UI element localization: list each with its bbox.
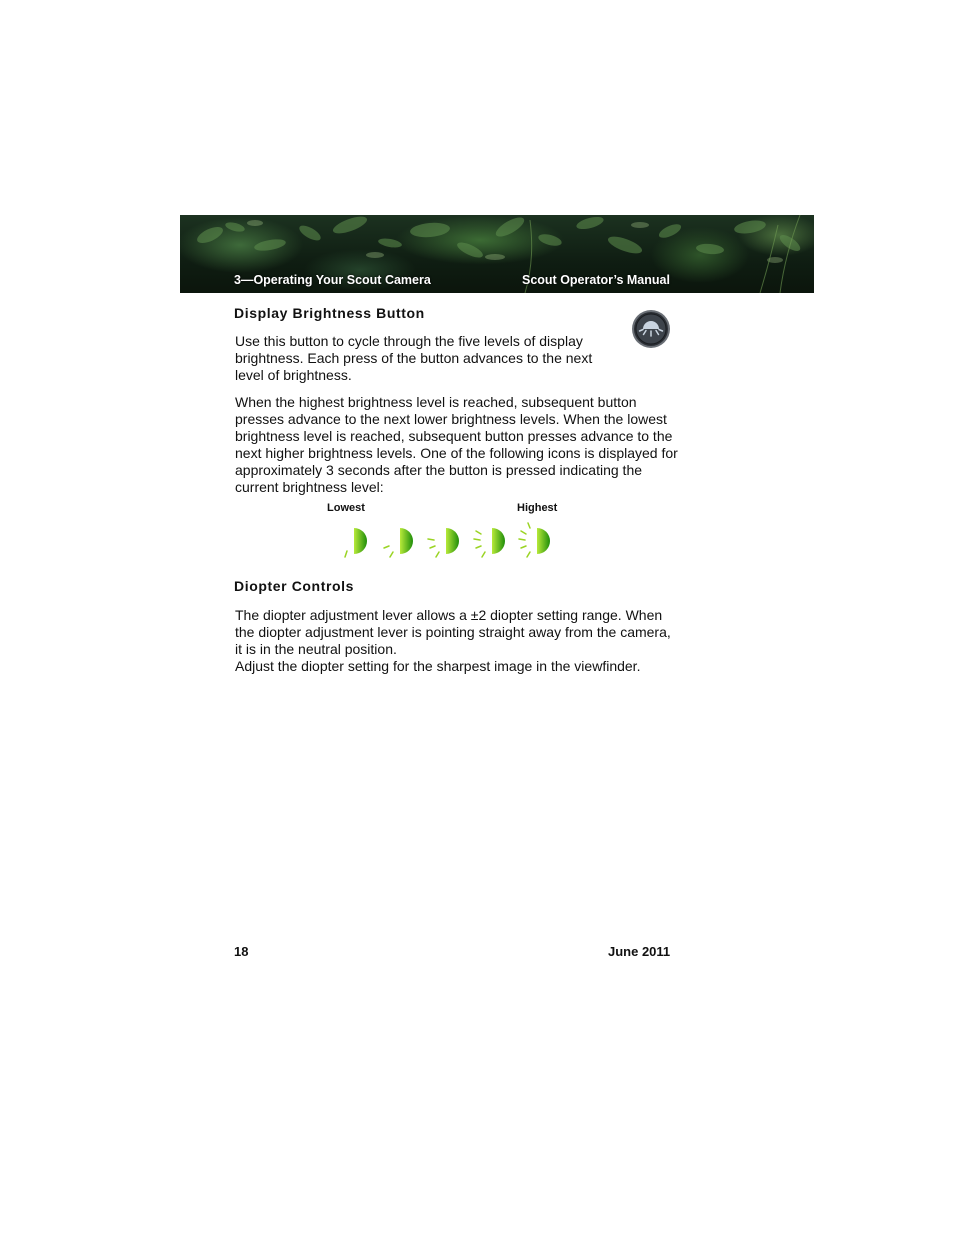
brightness-level-1-icon xyxy=(345,528,367,557)
diopter-range-paragraph: The diopter adjustment lever allows a ±2 diopter setting range. When the diopter adjustment lever is pointing straight away from the camera, it is in the neutral position. xyxy=(235,607,671,657)
brightness-level-5-icon xyxy=(519,523,550,557)
highest-label: Highest xyxy=(517,502,558,514)
brightness-level-2-icon xyxy=(384,528,413,557)
brightness-level-3-icon xyxy=(428,528,459,557)
chapter-title: 3—Operating Your Scout Camera xyxy=(234,273,431,287)
brightness-level-4-icon xyxy=(474,528,505,557)
manual-title: Scout Operator’s Manual xyxy=(522,273,670,287)
brightness-intro-paragraph: Use this button to cycle through the five levels of display brightness. Each press of the button advances to the next level of brightness. xyxy=(235,333,593,383)
brightness-cycle-paragraph: When the highest brightness level is reached, subsequent button presses advance to the next lower brightness levels. When the lowest brightness level is reached, subsequent button presses advance to the next higher brightness levels. One of the following icons is displayed for approximately 3 seconds after the button is pressed indicating the current brightness level: xyxy=(235,394,678,495)
brightness-button-icon xyxy=(631,309,671,349)
diopter-adjust-paragraph: Adjust the diopter setting for the sharpest image in the viewfinder. xyxy=(235,658,641,674)
page-number: 18 xyxy=(234,944,249,959)
brightness-levels-row xyxy=(334,520,554,562)
header-banner xyxy=(180,215,814,293)
section-title-display-brightness: Display Brightness Button xyxy=(234,305,425,321)
footer-date: June 2011 xyxy=(608,944,671,959)
lowest-label: Lowest xyxy=(327,502,365,514)
section-title-diopter-controls: Diopter Controls xyxy=(234,578,355,594)
